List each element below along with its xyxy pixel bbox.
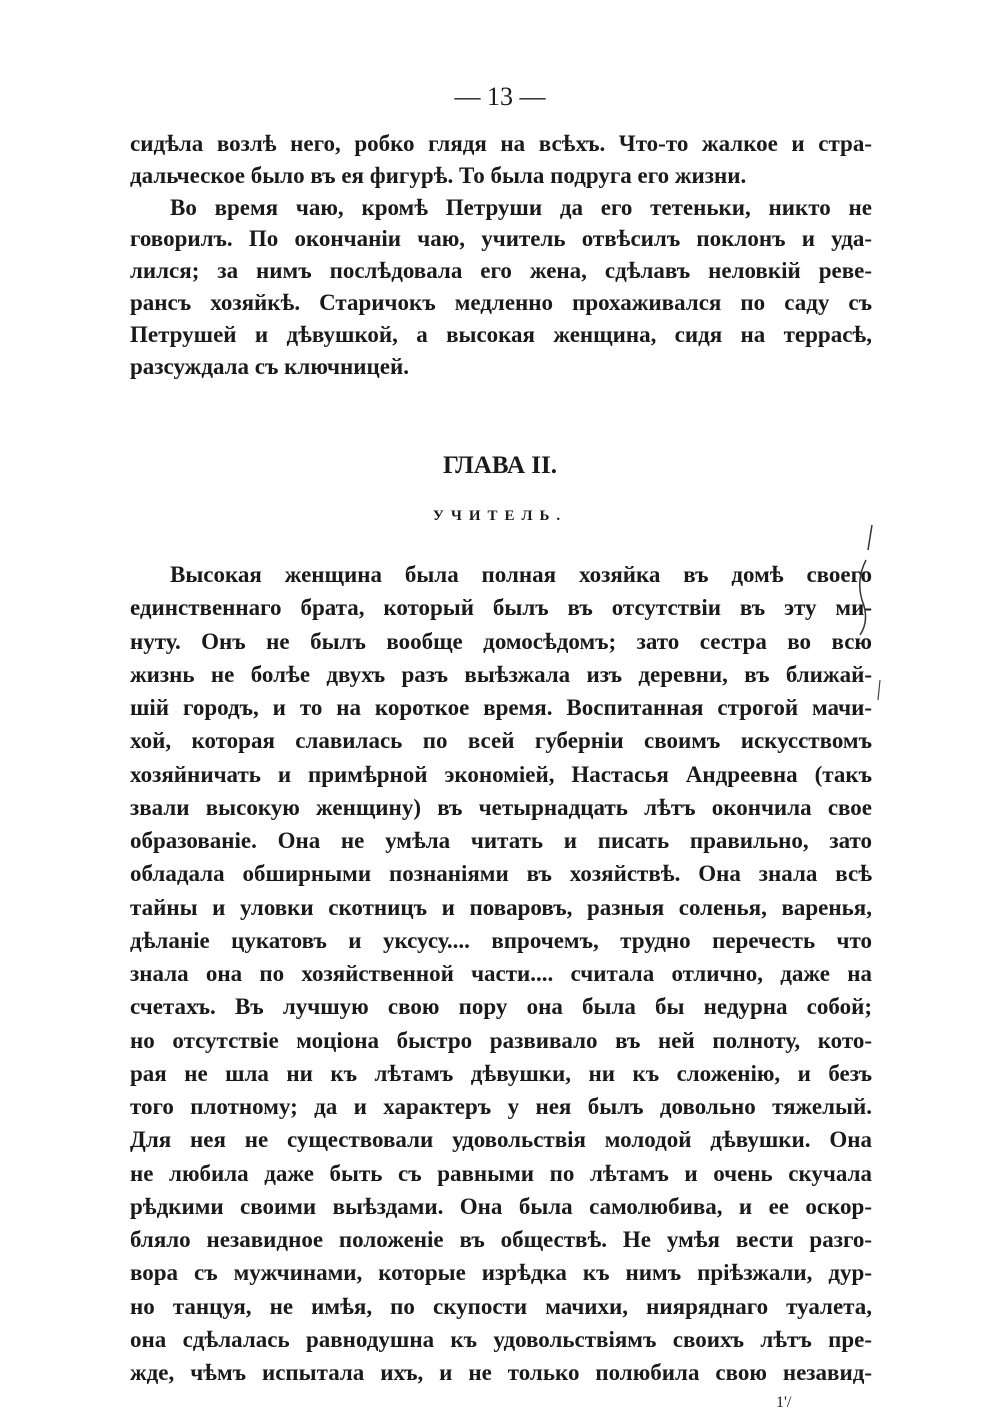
- text-line: рансъ хозяйкѣ. Старичокъ медленно прохаживался по саду съ: [130, 289, 872, 315]
- intro-paragraphs: [130, 128, 872, 382]
- page-number: — 13 —: [454, 82, 546, 111]
- text-line: разсуждала съ ключницей.: [130, 353, 409, 379]
- text-line: знала она по хозяйственной части.... считала отлично, даже на: [130, 961, 872, 986]
- text-line: Высокая женщина была полная хозяйка въ домѣ своего: [170, 562, 872, 587]
- text-line: хозяйничать и примѣрной экономіей, Настасья Андреевна (такъ: [130, 761, 872, 787]
- signature-mark: 1'/: [776, 1394, 792, 1411]
- text-line: обладала обширными познаніями въ хозяйствѣ. Она знала всѣ: [130, 861, 872, 887]
- pencil-margin-mark: [850, 520, 890, 710]
- text-line: рая не шла ни къ лѣтамъ дѣвушки, ни къ сложенію, и безъ: [130, 1060, 872, 1086]
- text-line: Для нея не существовали удовольствія молодой дѣвушки. Она: [130, 1127, 872, 1153]
- text-line: не любила даже быть съ равными по лѣтамъ и очень скучала: [130, 1160, 872, 1186]
- text-line: счетахъ. Въ лучшую свою пору она была бы недурна собой;: [130, 994, 872, 1020]
- text-line: вора съ мужчинами, которые изрѣдка къ нимъ пріѣзжали, дур-: [130, 1260, 872, 1286]
- chapter-title: ГЛАВА II.: [443, 452, 557, 479]
- text-line: Во время чаю, кромѣ Петруши да его тетеньки, никто не: [170, 194, 872, 220]
- text-line: тайны и уловки скотницъ и поваровъ, разныя соленья, варенья,: [130, 894, 872, 920]
- text-line: она сдѣлалась равнодушна къ удовольствіямъ своихъ лѣтъ пре-: [130, 1326, 872, 1352]
- text-line: бляло незавидное положеніе въ обществѣ. Не умѣя вести разго-: [130, 1227, 872, 1252]
- chapter-subtitle: УЧИТЕЛЬ.: [432, 508, 568, 524]
- text-line: образованіе. Она не умѣла читать и писать правильно, зато: [130, 828, 872, 853]
- text-line: шій городъ, и то на короткое время. Воспитанная строгой мачи-: [130, 695, 872, 720]
- text-line: говорилъ. По окончаніи чаю, учитель отвѣсилъ поклонъ и уда-: [130, 226, 872, 252]
- text-line: хой, которая славилась по всей губерніи своимъ искусствомъ: [130, 728, 872, 754]
- text-line: единственнаго брата, который былъ въ отсутствіи въ эту ми-: [130, 595, 872, 621]
- text-line: дальческое было въ ея фигурѣ. То была подруга его жизни.: [130, 162, 747, 188]
- text-line: дѣланіе цукатовъ и уксусу.... впрочемъ, трудно перечесть что: [130, 927, 872, 953]
- text-line: лился; за нимъ послѣдовала его жена, сдѣлавъ неловкій реве-: [130, 258, 872, 284]
- chapter-body: [130, 558, 872, 1389]
- text-line: сидѣла возлѣ него, робко глядя на всѣхъ. Что-то жалкое и стра-: [130, 131, 872, 156]
- text-line: нуту. Онъ не былъ вообще домосѣдомъ; зато сестра во всю: [130, 628, 872, 654]
- text-line: но отсутствіе моціона быстро развивало въ ней полноту, кото-: [130, 1027, 872, 1053]
- text-line: того плотному; да и характеръ у нея былъ довольно тяжелый.: [130, 1094, 872, 1119]
- text-line: Петрушей и дѣвушкой, а высокая женщина, сидя на террасѣ,: [130, 321, 872, 347]
- text-line: рѣдкими своими выѣздами. Она была самолюбива, и ее оскор-: [130, 1193, 872, 1219]
- text-line: но танцуя, не имѣя, по скупости мачихи, нияряднаго туалета,: [130, 1293, 872, 1319]
- text-line: жде, чѣмъ испытала ихъ, и не только полюбила свою незавид-: [130, 1360, 872, 1385]
- text-line: звали высокую женщину) въ четырнадцать лѣтъ окончила свое: [130, 794, 872, 820]
- text-line: жизнь не болѣе двухъ разъ выѣзжала изъ деревни, въ ближай-: [130, 661, 872, 687]
